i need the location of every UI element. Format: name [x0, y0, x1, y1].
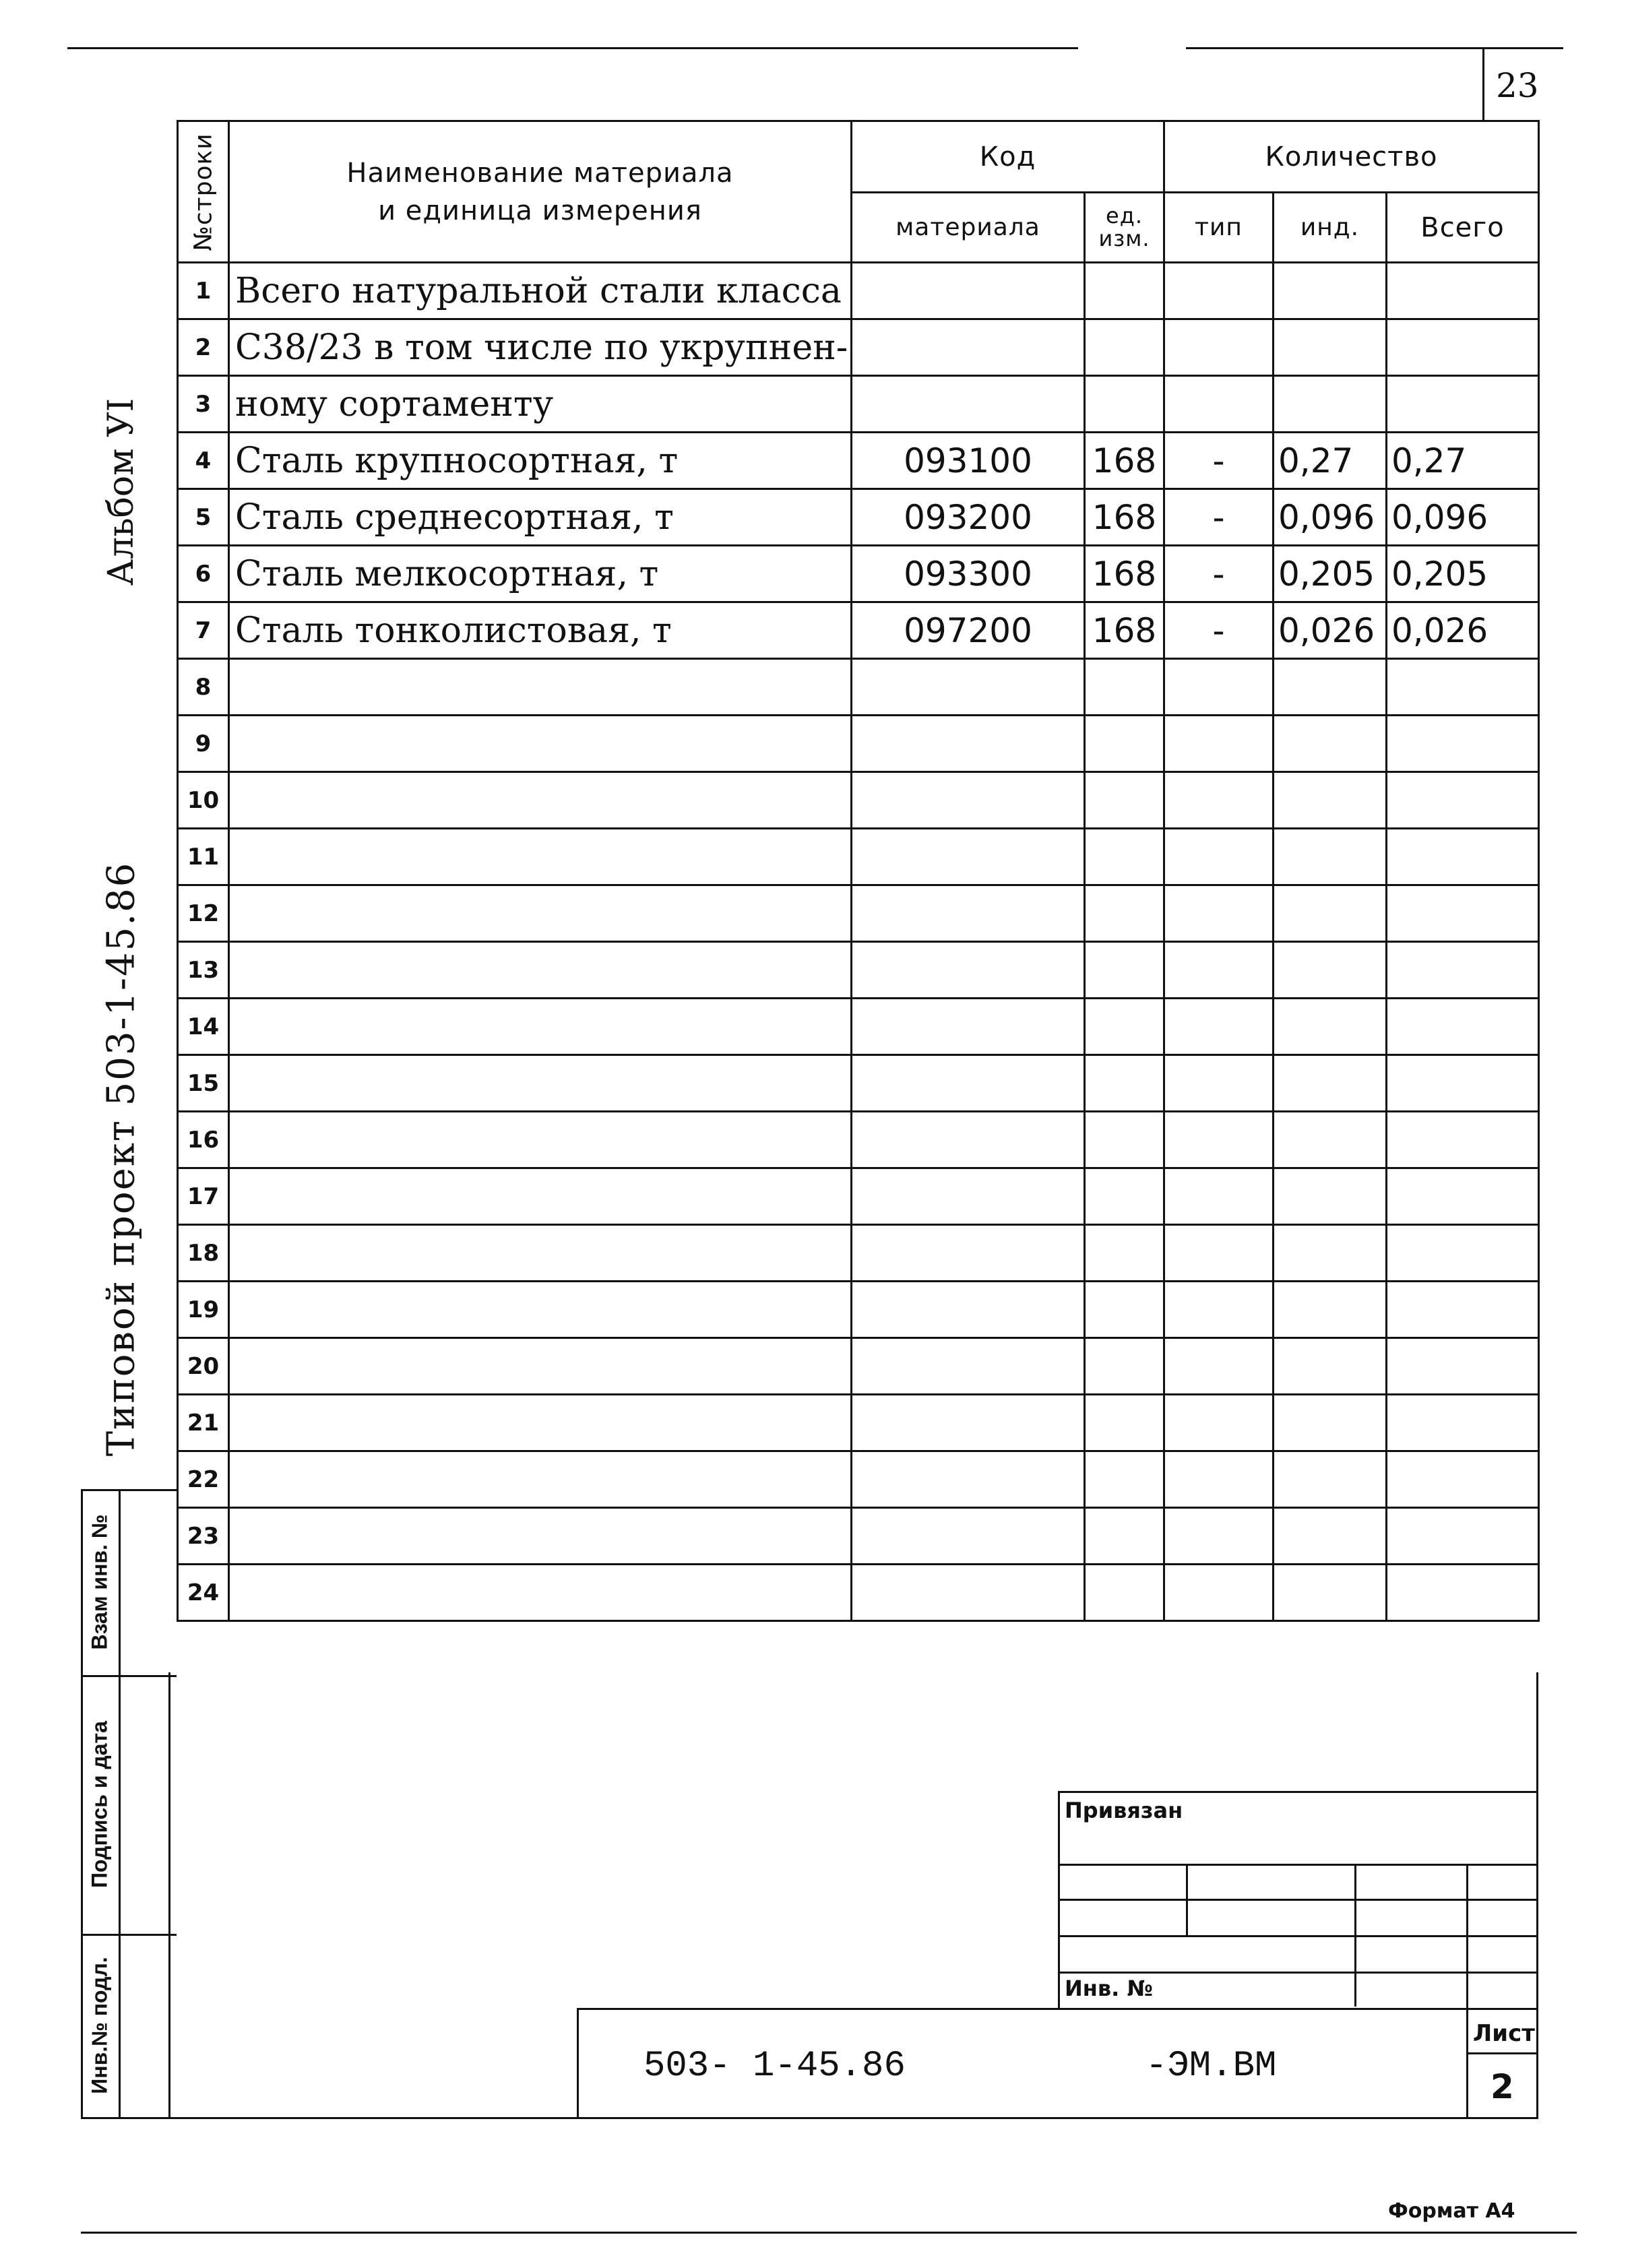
table-row	[178, 319, 1539, 376]
material-code	[852, 829, 1085, 885]
row-number: 15	[178, 1055, 229, 1112]
row-number: 9	[178, 716, 229, 772]
material-name	[229, 942, 852, 999]
material-code: 093300	[852, 546, 1085, 602]
type-qty	[1164, 1168, 1274, 1225]
total-qty	[1387, 659, 1539, 716]
ind-qty	[1274, 1282, 1387, 1338]
unit-header-line2: изм.	[1098, 225, 1150, 251]
total-qty	[1387, 1282, 1539, 1338]
ind-qty	[1274, 1112, 1387, 1168]
row-number: 23	[178, 1508, 229, 1565]
type-qty	[1164, 1055, 1274, 1112]
type-qty	[1164, 1565, 1274, 1621]
unit-code: 168	[1085, 546, 1164, 602]
ind-qty	[1274, 659, 1387, 716]
unit-code	[1085, 942, 1164, 999]
top-rule-right	[1186, 47, 1563, 49]
privyazan-top	[1058, 1791, 1538, 1793]
ind-qty	[1274, 999, 1387, 1055]
row-number: 22	[178, 1451, 229, 1508]
table-row	[178, 1282, 1539, 1338]
material-name	[229, 716, 852, 772]
type-qty	[1164, 376, 1274, 433]
ind-qty	[1274, 376, 1387, 433]
total-qty: 0,27	[1387, 433, 1539, 489]
unit-code	[1085, 319, 1164, 376]
ind-qty	[1274, 942, 1387, 999]
total-qty	[1387, 1508, 1539, 1565]
material-name	[229, 1282, 852, 1338]
material-name	[229, 1338, 852, 1395]
material-name	[229, 829, 852, 885]
unit-code	[1085, 1168, 1164, 1225]
ind-qty	[1274, 1565, 1387, 1621]
stamp-vline-2	[1354, 1864, 1356, 2007]
row-number: 14	[178, 999, 229, 1055]
total-qty	[1387, 1055, 1539, 1112]
total-qty	[1387, 716, 1539, 772]
materials-table	[177, 120, 1540, 1622]
total-qty	[1387, 942, 1539, 999]
ind-qty	[1274, 1338, 1387, 1395]
sheet-number: 2	[1490, 2067, 1514, 2106]
unit-code	[1085, 263, 1164, 319]
table-row	[178, 546, 1539, 602]
material-name: Сталь крупносортная, т	[229, 433, 852, 489]
material-code	[852, 1565, 1085, 1621]
type-qty	[1164, 885, 1274, 942]
table-row	[178, 1055, 1539, 1112]
table-row	[178, 1225, 1539, 1282]
unit-code	[1085, 1225, 1164, 1282]
unit-header	[1085, 193, 1164, 263]
unit-code	[1085, 885, 1164, 942]
row-number: 4	[178, 433, 229, 489]
material-name	[229, 1508, 852, 1565]
material-code	[852, 319, 1085, 376]
material-name	[229, 1565, 852, 1621]
material-code: 097200	[852, 602, 1085, 659]
total-qty	[1387, 1338, 1539, 1395]
material-name	[229, 1055, 852, 1112]
total-header: Всего	[1387, 193, 1539, 263]
unit-code	[1085, 772, 1164, 829]
material-name	[229, 1451, 852, 1508]
row-number: 10	[178, 772, 229, 829]
row-number: 13	[178, 942, 229, 999]
ind-qty	[1274, 263, 1387, 319]
type-qty	[1164, 829, 1274, 885]
title-box-left	[577, 2008, 579, 2118]
type-qty	[1164, 659, 1274, 716]
table-row	[178, 1451, 1539, 1508]
type-qty	[1164, 1112, 1274, 1168]
material-code-header: материала	[852, 193, 1085, 263]
unit-code	[1085, 1451, 1164, 1508]
ind-qty	[1274, 829, 1387, 885]
unit-code: 168	[1085, 489, 1164, 546]
ind-qty	[1274, 1055, 1387, 1112]
inv-no-label: Инв. №	[1065, 1976, 1153, 2001]
row-number: 6	[178, 546, 229, 602]
type-qty	[1164, 319, 1274, 376]
document-suffix: -ЭМ.ВМ	[1145, 2046, 1277, 2087]
table-row	[178, 376, 1539, 433]
material-code	[852, 1112, 1085, 1168]
row-number: 19	[178, 1282, 229, 1338]
quantity-header: Количество	[1164, 121, 1539, 193]
total-qty	[1387, 1112, 1539, 1168]
top-rule-left	[67, 47, 1078, 49]
project-label: Типовой проект 503-1-45.86	[99, 861, 144, 1457]
total-qty	[1387, 772, 1539, 829]
vzam-inv-label: Взам инв. №	[87, 1514, 112, 1650]
row-number: 1	[178, 263, 229, 319]
table-row	[178, 1168, 1539, 1225]
ind-qty: 0,096	[1274, 489, 1387, 546]
row-number: 11	[178, 829, 229, 885]
material-code	[852, 1508, 1085, 1565]
unit-code	[1085, 1508, 1164, 1565]
table-row	[178, 263, 1539, 319]
unit-code	[1085, 1338, 1164, 1395]
unit-code	[1085, 1565, 1164, 1621]
unit-code	[1085, 1395, 1164, 1451]
total-qty	[1387, 1565, 1539, 1621]
type-qty	[1164, 1282, 1274, 1338]
material-name: С38/23 в том числе по укрупнен-	[229, 319, 852, 376]
total-qty	[1387, 1225, 1539, 1282]
table-row	[178, 716, 1539, 772]
material-code	[852, 1168, 1085, 1225]
album-label: Альбом УI	[101, 398, 142, 586]
type-qty	[1164, 1395, 1274, 1451]
table-row	[178, 999, 1539, 1055]
unit-code	[1085, 1112, 1164, 1168]
unit-code	[1085, 716, 1164, 772]
type-qty	[1164, 1225, 1274, 1282]
stamp-vline-1	[1186, 1864, 1188, 1936]
ind-qty: 0,27	[1274, 433, 1387, 489]
material-name	[229, 1112, 852, 1168]
row-number: 17	[178, 1168, 229, 1225]
sheet-label-divider	[1466, 2052, 1538, 2054]
material-name	[229, 1168, 852, 1225]
material-code	[852, 1395, 1085, 1451]
total-qty: 0,205	[1387, 546, 1539, 602]
total-qty	[1387, 376, 1539, 433]
footer-rule	[81, 2232, 1577, 2234]
material-code	[852, 885, 1085, 942]
type-qty	[1164, 263, 1274, 319]
table-row	[178, 829, 1539, 885]
ind-qty	[1274, 1451, 1387, 1508]
row-number: 18	[178, 1225, 229, 1282]
type-qty	[1164, 1338, 1274, 1395]
unit-code	[1085, 829, 1164, 885]
table-row	[178, 659, 1539, 716]
material-code	[852, 1338, 1085, 1395]
ind-qty	[1274, 1508, 1387, 1565]
stamp-area-left	[168, 1672, 170, 2118]
row-number: 12	[178, 885, 229, 942]
material-name: ному сортаменту	[229, 376, 852, 433]
material-code: 093100	[852, 433, 1085, 489]
unit-header-line1: ед.	[1106, 202, 1143, 228]
type-qty	[1164, 772, 1274, 829]
total-qty	[1387, 319, 1539, 376]
material-name: Сталь среднесортная, т	[229, 489, 852, 546]
material-name	[229, 885, 852, 942]
unit-code: 168	[1085, 602, 1164, 659]
ind-qty: 0,026	[1274, 602, 1387, 659]
ind-qty	[1274, 1225, 1387, 1282]
ind-qty	[1274, 772, 1387, 829]
total-qty	[1387, 829, 1539, 885]
material-code	[852, 376, 1085, 433]
material-name: Сталь тонколистовая, т	[229, 602, 852, 659]
table-row	[178, 1508, 1539, 1565]
row-number: 5	[178, 489, 229, 546]
total-qty	[1387, 1451, 1539, 1508]
type-qty	[1164, 999, 1274, 1055]
total-qty: 0,096	[1387, 489, 1539, 546]
ind-qty	[1274, 885, 1387, 942]
total-qty: 0,026	[1387, 602, 1539, 659]
sheet-label: Лист	[1473, 2020, 1535, 2047]
table-row	[178, 1395, 1539, 1451]
page-number-divider	[1482, 47, 1484, 121]
material-code	[852, 659, 1085, 716]
type-qty	[1164, 1451, 1274, 1508]
material-name	[229, 1225, 852, 1282]
stamp-area-right	[1536, 1672, 1538, 2118]
type-qty	[1164, 942, 1274, 999]
row-number: 20	[178, 1338, 229, 1395]
ind-qty	[1274, 319, 1387, 376]
table-row	[178, 1565, 1539, 1621]
total-qty	[1387, 263, 1539, 319]
unit-code	[1085, 999, 1164, 1055]
ind-qty: 0,205	[1274, 546, 1387, 602]
type-header: тип	[1164, 193, 1274, 263]
material-code	[852, 999, 1085, 1055]
total-qty	[1387, 1168, 1539, 1225]
code-header: Код	[852, 121, 1164, 193]
row-number: 7	[178, 602, 229, 659]
unit-code	[1085, 1055, 1164, 1112]
format-label: Формат А4	[1388, 2199, 1515, 2223]
material-code	[852, 772, 1085, 829]
unit-code: 168	[1085, 433, 1164, 489]
row-number: 2	[178, 319, 229, 376]
table-row	[178, 772, 1539, 829]
row-number: 24	[178, 1565, 229, 1621]
row-number: 3	[178, 376, 229, 433]
page-number: 23	[1496, 66, 1539, 105]
material-name	[229, 659, 852, 716]
row-number: 8	[178, 659, 229, 716]
ind-qty	[1274, 716, 1387, 772]
ind-qty	[1274, 1168, 1387, 1225]
row-number: 16	[178, 1112, 229, 1168]
material-name: Сталь мелкосортная, т	[229, 546, 852, 602]
signature-date-label: Подпись и дата	[87, 1721, 112, 1888]
total-qty	[1387, 1395, 1539, 1451]
material-code	[852, 263, 1085, 319]
unit-code	[1085, 376, 1164, 433]
material-code	[852, 1055, 1085, 1112]
material-name	[229, 772, 852, 829]
ind-header: инд.	[1274, 193, 1387, 263]
table-row	[178, 489, 1539, 546]
stamp-col-inner-border	[119, 1489, 121, 2118]
material-code: 093200	[852, 489, 1085, 546]
total-qty	[1387, 999, 1539, 1055]
material-name	[229, 1395, 852, 1451]
name-header	[229, 121, 852, 263]
material-code	[852, 942, 1085, 999]
table-row	[178, 602, 1539, 659]
table-row	[178, 1338, 1539, 1395]
type-qty: -	[1164, 546, 1274, 602]
unit-code	[1085, 659, 1164, 716]
inv-podl-label: Инв.№ подл.	[87, 1957, 112, 2094]
type-qty	[1164, 716, 1274, 772]
name-header-line1: Наименование материала	[346, 157, 734, 189]
privyazan-label: Привязан	[1065, 1798, 1183, 1823]
material-code	[852, 1225, 1085, 1282]
material-name	[229, 999, 852, 1055]
row-number-header: №строки	[178, 121, 229, 263]
total-qty	[1387, 885, 1539, 942]
document-code: 503- 1-45.86	[644, 2046, 906, 2087]
material-code	[852, 716, 1085, 772]
title-box-top	[577, 2008, 1538, 2010]
type-qty: -	[1164, 602, 1274, 659]
table-row	[178, 1112, 1539, 1168]
material-name: Всего натуральной стали класса	[229, 263, 852, 319]
table-row	[178, 942, 1539, 999]
unit-code	[1085, 1282, 1164, 1338]
row-number: 21	[178, 1395, 229, 1451]
type-qty: -	[1164, 433, 1274, 489]
name-header-line2: и единица измерения	[378, 195, 702, 226]
type-qty: -	[1164, 489, 1274, 546]
table-row	[178, 885, 1539, 942]
table-row	[178, 433, 1539, 489]
stamp-vline-3	[1466, 1864, 1468, 2117]
ind-qty	[1274, 1395, 1387, 1451]
type-qty	[1164, 1508, 1274, 1565]
material-code	[852, 1451, 1085, 1508]
stamp-area-bottom	[81, 2117, 1538, 2119]
material-code	[852, 1282, 1085, 1338]
